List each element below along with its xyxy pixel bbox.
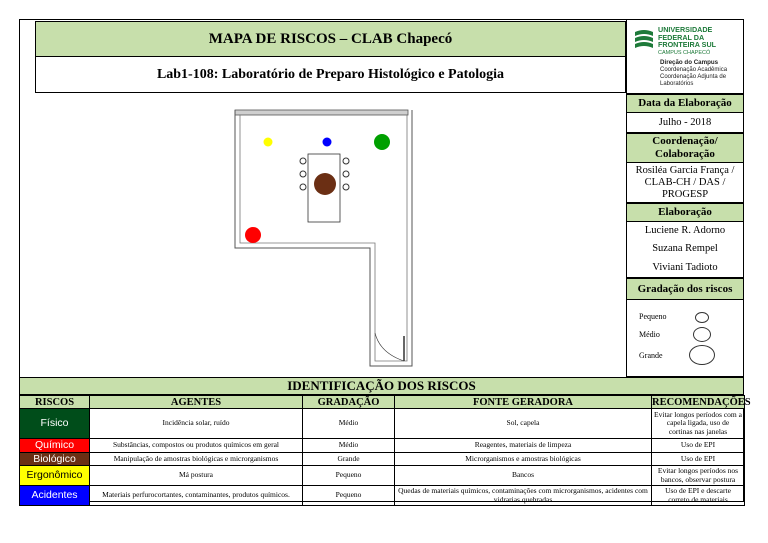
risk-source: Bancos xyxy=(395,466,652,486)
risk-name: Químico xyxy=(20,439,90,453)
coord-label: Coordenação/ Colaboração xyxy=(626,133,744,163)
table-row xyxy=(20,409,745,439)
logo-campus: CAMPUS CHAPECÓ xyxy=(658,50,711,56)
chemical-risk-circle xyxy=(245,227,261,243)
legend-large-circle xyxy=(689,345,715,365)
risk-agent: Incidência solar, ruído xyxy=(90,409,303,439)
biological-risk-circle xyxy=(314,173,336,195)
table-row xyxy=(20,466,745,486)
top-wall xyxy=(235,110,408,115)
physical-risk-circle xyxy=(374,134,390,150)
grading-label: Gradação dos riscos xyxy=(626,278,744,300)
date-label: Data da Elaboração xyxy=(626,94,744,113)
table-row xyxy=(20,439,745,453)
risk-grade: Médio xyxy=(303,439,395,453)
identification-title: IDENTIFICAÇÃO DOS RISCOS xyxy=(19,377,744,395)
table-row xyxy=(20,453,745,466)
risk-agent: Materiais perfurocortantes, contaminantes, produtos químicos. xyxy=(90,486,303,506)
legend-large-label: Grande xyxy=(639,351,663,360)
risk-source: Sol, capela xyxy=(395,409,652,439)
risk-recommendation: Evitar longos períodos com a capela ligada, uso de cortinas nas janelas xyxy=(652,409,745,439)
lab-subtitle: Lab1-108: Laboratório de Preparo Histológico e Patologia xyxy=(35,57,626,93)
risk-name: Acidentes xyxy=(20,486,90,506)
risk-agent: Manipulação de amostras biológicas e microrganismos xyxy=(90,453,303,466)
risk-name: Biológico xyxy=(20,453,90,466)
risk-agent: Substâncias, compostos ou produtos químicos em geral xyxy=(90,439,303,453)
risk-grade: Grande xyxy=(303,453,395,466)
risk-grade: Médio xyxy=(303,409,395,439)
university-logo xyxy=(626,19,744,94)
ergonomic-risk-circle xyxy=(264,138,273,147)
legend-small-circle xyxy=(695,312,709,323)
risk-recommendation: Uso de EPI xyxy=(652,439,745,453)
col-agents: AGENTES xyxy=(90,396,303,409)
grading-legend xyxy=(626,300,744,377)
accident-risk-circle xyxy=(323,138,332,147)
author-1: Luciene R. Adorno xyxy=(626,222,744,240)
risk-name: Ergonômico xyxy=(20,466,90,486)
risk-source: Microrganismos e amostras biológicas xyxy=(395,453,652,466)
risks-table xyxy=(19,395,751,506)
risk-recommendation: Uso de EPI xyxy=(652,453,745,466)
risk-source: Quedas de materiais químicos, contaminações com microrganismos, acidentes com vidrarias quebradas xyxy=(395,486,652,506)
logo-direction: Direção do Campus Coordenação Acadêmica Coordenação Adjunta de Laboratórios xyxy=(660,59,728,87)
risk-recommendation: Uso de EPI e descarte correto de materiais xyxy=(652,486,745,506)
col-recommendations: RECOMENDAÇÕES xyxy=(652,396,751,408)
page-title: MAPA DE RISCOS – CLAB Chapecó xyxy=(35,21,626,57)
col-source: FONTE GERADORA xyxy=(395,396,652,409)
legend-medium-label: Médio xyxy=(639,330,660,339)
author-3: Viviani Tadioto xyxy=(626,258,744,278)
author-2: Suzana Rempel xyxy=(626,240,744,258)
floor-plan xyxy=(230,108,420,370)
coord-value: Rosiléa Garcia França / CLAB-CH / DAS / PROGESP xyxy=(626,163,744,203)
legend-medium-circle xyxy=(693,327,711,342)
risk-source: Reagentes, materiais de limpeza xyxy=(395,439,652,453)
legend-small-label: Pequeno xyxy=(639,312,667,321)
risk-agent: Má postura xyxy=(90,466,303,486)
risk-name: Físico xyxy=(20,409,90,439)
logo-wordmark: UNIVERSIDADE FEDERAL DA FRONTEIRA SUL xyxy=(658,25,717,49)
date-value: Julho - 2018 xyxy=(626,113,744,133)
col-risks: RISCOS xyxy=(20,396,90,409)
risk-grade: Pequeno xyxy=(303,466,395,486)
table-row xyxy=(20,486,745,506)
elab-label: Elaboração xyxy=(626,203,744,222)
uffs-logo-icon xyxy=(633,28,655,50)
col-grading: GRADAÇÃO xyxy=(303,396,395,409)
risk-grade: Pequeno xyxy=(303,486,395,506)
risk-recommendation: Evitar longos períodos nos bancos, observar postura xyxy=(652,466,745,486)
table-header-row xyxy=(20,396,745,409)
